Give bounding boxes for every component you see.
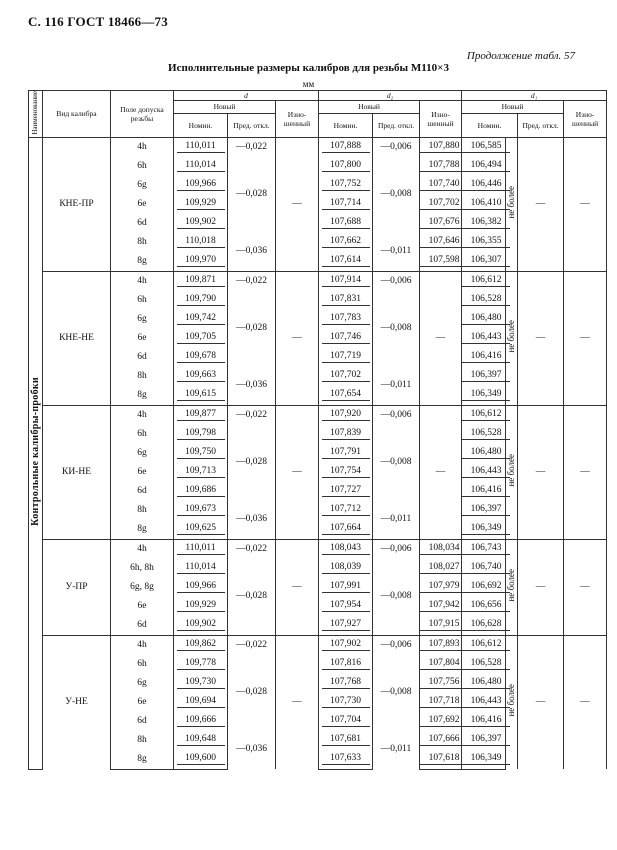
d-nominal: 109,902	[174, 616, 228, 636]
d-nominal: 110,011	[174, 137, 228, 157]
d2-deviation: —0,008	[373, 157, 420, 233]
d-nominal: 109,705	[174, 329, 228, 348]
d1-not-more: не более	[506, 539, 518, 635]
d2-worn: 107,702	[420, 195, 462, 214]
d2-deviation: —0,006	[373, 635, 420, 655]
d-nominal: 109,871	[174, 271, 228, 291]
d2-deviation: —0,006	[373, 539, 420, 559]
table-row	[29, 405, 607, 425]
d-nominal: 109,966	[174, 176, 228, 195]
d-nominal: 109,966	[174, 578, 228, 597]
d2-nominal: 107,614	[319, 252, 373, 272]
d2-worn: 107,666	[420, 731, 462, 750]
d-deviation: —0,022	[228, 405, 276, 425]
table-row	[29, 137, 607, 157]
d2-nominal: 107,783	[319, 310, 373, 329]
d1-nominal: 106,612	[462, 635, 506, 655]
d-nominal: 110,018	[174, 233, 228, 252]
d-nominal: 109,750	[174, 444, 228, 463]
d2-nominal: 107,719	[319, 348, 373, 367]
header-d2-new: Новый	[319, 101, 420, 114]
header-d-nom: Номин.	[174, 113, 228, 137]
d-deviation: —0,022	[228, 539, 276, 559]
tolerance-field: 8h	[111, 501, 174, 520]
tolerance-field: 6h	[111, 425, 174, 444]
tolerance-field: 8g	[111, 750, 174, 770]
d1-worn: —	[564, 137, 607, 271]
d1-nominal: 106,480	[462, 444, 506, 463]
d2-worn: 107,979	[420, 578, 462, 597]
d2-nominal: 107,839	[319, 425, 373, 444]
d2-nominal: 107,831	[319, 291, 373, 310]
d1-deviation: —	[518, 137, 564, 271]
tolerance-field: 6g	[111, 176, 174, 195]
header-naim: Наименование	[29, 91, 43, 138]
section-label: Контрольные калибры-пробки	[29, 137, 43, 769]
table-row	[29, 271, 607, 291]
tolerance-field: 4h	[111, 405, 174, 425]
d1-deviation: —	[518, 271, 564, 405]
d-nominal: 109,673	[174, 501, 228, 520]
d2-nominal: 107,927	[319, 616, 373, 636]
d2-nominal: 107,704	[319, 712, 373, 731]
tolerance-field: 4h	[111, 137, 174, 157]
d1-nominal: 106,349	[462, 520, 506, 540]
d1-nominal: 106,416	[462, 712, 506, 731]
d2-deviation: —0,008	[373, 655, 420, 731]
tolerance-field: 6e	[111, 463, 174, 482]
d1-not-more: не более	[506, 635, 518, 769]
tolerance-field: 8h	[111, 731, 174, 750]
d2-worn: 107,718	[420, 693, 462, 712]
d2-worn: 107,788	[420, 157, 462, 176]
tolerance-field: 6h	[111, 655, 174, 674]
d1-worn: —	[564, 271, 607, 405]
table-continuation: Продолжение табл. 57	[466, 50, 575, 62]
tolerance-field: 4h	[111, 271, 174, 291]
d-nominal: 109,615	[174, 386, 228, 406]
d2-nominal: 107,920	[319, 405, 373, 425]
header-d2-dev: Пред. откл.	[373, 113, 420, 137]
tolerance-field: 4h	[111, 539, 174, 559]
d1-nominal: 106,443	[462, 463, 506, 482]
d2-worn: —	[420, 405, 462, 539]
d2-deviation: —0,006	[373, 271, 420, 291]
d-deviation: —0,036	[228, 501, 276, 540]
tolerance-field: 6g	[111, 444, 174, 463]
header-d2-nom: Номин.	[319, 113, 373, 137]
d2-worn: 107,915	[420, 616, 462, 636]
tolerance-field: 6d	[111, 616, 174, 636]
d-deviation: —0,036	[228, 731, 276, 770]
header-d1-worn: Изно-шенный	[564, 101, 607, 138]
d-worn: —	[276, 271, 319, 405]
d1-nominal: 106,656	[462, 597, 506, 616]
d1-nominal: 106,612	[462, 405, 506, 425]
d-worn: —	[276, 405, 319, 539]
d-deviation: —0,036	[228, 233, 276, 272]
d-nominal: 109,970	[174, 252, 228, 272]
d1-nominal: 106,628	[462, 616, 506, 636]
tolerance-field: 6h	[111, 291, 174, 310]
tolerance-field: 8g	[111, 520, 174, 540]
d1-nominal: 106,397	[462, 367, 506, 386]
d-nominal: 109,678	[174, 348, 228, 367]
d2-nominal: 107,768	[319, 674, 373, 693]
d-worn: —	[276, 137, 319, 271]
header-vid: Вид калибра	[43, 91, 111, 138]
d2-nominal: 107,816	[319, 655, 373, 674]
header-d1-new: Новый	[462, 101, 564, 114]
d2-worn: 107,646	[420, 233, 462, 252]
d2-nominal: 107,902	[319, 635, 373, 655]
tolerance-field: 6e	[111, 329, 174, 348]
calibre-dimensions-table	[28, 90, 607, 770]
d2-nominal: 107,727	[319, 482, 373, 501]
table-body	[29, 137, 607, 769]
tolerance-field: 8g	[111, 252, 174, 272]
d-nominal: 110,011	[174, 539, 228, 559]
d2-nominal: 107,754	[319, 463, 373, 482]
d2-worn: 107,893	[420, 635, 462, 655]
tolerance-field: 6d	[111, 348, 174, 367]
d1-nominal: 106,443	[462, 693, 506, 712]
d-nominal: 109,730	[174, 674, 228, 693]
d2-worn: 107,756	[420, 674, 462, 693]
tolerance-field: 6d	[111, 482, 174, 501]
d-deviation: —0,036	[228, 367, 276, 406]
calibre-type: КИ-НЕ	[43, 405, 111, 539]
d-deviation: —0,028	[228, 291, 276, 367]
d-deviation: —0,022	[228, 137, 276, 157]
d2-nominal: 107,654	[319, 386, 373, 406]
header-d2: d₂	[319, 91, 462, 101]
tolerance-field: 6g	[111, 310, 174, 329]
d1-nominal: 106,416	[462, 348, 506, 367]
d-worn: —	[276, 635, 319, 769]
d1-nominal: 106,382	[462, 214, 506, 233]
d1-nominal: 106,528	[462, 655, 506, 674]
d2-nominal: 107,746	[319, 329, 373, 348]
header-d-dev: Пред. откл.	[228, 113, 276, 137]
calibre-type: КНЕ-НЕ	[43, 271, 111, 405]
d1-deviation: —	[518, 635, 564, 769]
d2-worn: 107,618	[420, 750, 462, 770]
d2-deviation: —0,011	[373, 731, 420, 770]
d2-deviation: —0,011	[373, 233, 420, 272]
d2-worn: 107,880	[420, 137, 462, 157]
d1-nominal: 106,416	[462, 482, 506, 501]
d2-nominal: 107,664	[319, 520, 373, 540]
d2-nominal: 108,039	[319, 559, 373, 578]
d-nominal: 109,686	[174, 482, 228, 501]
d1-deviation: —	[518, 539, 564, 635]
d-nominal: 109,929	[174, 195, 228, 214]
d-deviation: —0,022	[228, 635, 276, 655]
d2-nominal: 107,633	[319, 750, 373, 770]
d-nominal: 109,929	[174, 597, 228, 616]
d1-nominal: 106,349	[462, 386, 506, 406]
d-nominal: 109,663	[174, 367, 228, 386]
d2-nominal: 107,662	[319, 233, 373, 252]
tolerance-field: 6g	[111, 674, 174, 693]
d1-nominal: 106,494	[462, 157, 506, 176]
header-d1-nom: Номин.	[462, 113, 518, 137]
tolerance-field: 8g	[111, 386, 174, 406]
d2-nominal: 107,791	[319, 444, 373, 463]
header-d2-worn: Изно-шенный	[420, 101, 462, 138]
d2-deviation: —0,006	[373, 405, 420, 425]
d1-nominal: 106,528	[462, 425, 506, 444]
d1-nominal: 106,743	[462, 539, 506, 559]
d2-nominal: 107,730	[319, 693, 373, 712]
tolerance-field: 6d	[111, 214, 174, 233]
d1-nominal: 106,397	[462, 501, 506, 520]
d2-worn: —	[420, 271, 462, 405]
d-nominal: 109,648	[174, 731, 228, 750]
d-deviation: —0,028	[228, 425, 276, 501]
table-title: Исполнительные размеры калибров для резьбы М110×3	[168, 62, 449, 74]
d1-nominal: 106,446	[462, 176, 506, 195]
d-deviation: —0,022	[228, 271, 276, 291]
header-d: d	[174, 91, 319, 101]
d1-nominal: 106,307	[462, 252, 506, 272]
d2-deviation: —0,008	[373, 291, 420, 367]
page-header: С. 116 ГОСТ 18466—73	[28, 14, 168, 29]
d2-nominal: 107,681	[319, 731, 373, 750]
d1-nominal: 106,410	[462, 195, 506, 214]
d2-nominal: 107,714	[319, 195, 373, 214]
d2-nominal: 107,752	[319, 176, 373, 195]
units-label: мм	[302, 79, 315, 89]
d-nominal: 109,694	[174, 693, 228, 712]
table-row	[29, 635, 607, 655]
header-d1: d₁	[462, 91, 607, 101]
tolerance-field: 8h	[111, 367, 174, 386]
tolerance-field: 6e	[111, 693, 174, 712]
d2-nominal: 107,712	[319, 501, 373, 520]
d2-worn: 107,598	[420, 252, 462, 272]
tolerance-field: 6d	[111, 712, 174, 731]
d2-worn: 108,027	[420, 559, 462, 578]
d1-nominal: 106,528	[462, 291, 506, 310]
tolerance-field: 6h	[111, 157, 174, 176]
d2-deviation: —0,011	[373, 501, 420, 540]
d2-nominal: 107,888	[319, 137, 373, 157]
d1-nominal: 106,585	[462, 137, 506, 157]
tolerance-field: 8h	[111, 233, 174, 252]
calibre-type: КНЕ-ПР	[43, 137, 111, 271]
d-nominal: 109,877	[174, 405, 228, 425]
d1-worn: —	[564, 539, 607, 635]
d2-nominal: 107,688	[319, 214, 373, 233]
d-nominal: 109,742	[174, 310, 228, 329]
d2-worn: 107,942	[420, 597, 462, 616]
d2-deviation: —0,006	[373, 137, 420, 157]
d-nominal: 109,625	[174, 520, 228, 540]
d-nominal: 109,666	[174, 712, 228, 731]
d1-nominal: 106,355	[462, 233, 506, 252]
d-deviation: —0,028	[228, 559, 276, 636]
d2-worn: 108,034	[420, 539, 462, 559]
d2-worn: 107,740	[420, 176, 462, 195]
d2-deviation: —0,008	[373, 559, 420, 636]
tolerance-field: 6e	[111, 597, 174, 616]
d-nominal: 109,798	[174, 425, 228, 444]
calibre-type: У-ПР	[43, 539, 111, 635]
d2-deviation: —0,011	[373, 367, 420, 406]
d1-nominal: 106,443	[462, 329, 506, 348]
d2-nominal: 108,043	[319, 539, 373, 559]
header-d-worn: Изно-шенный	[276, 101, 319, 138]
d2-worn: 107,676	[420, 214, 462, 233]
d1-not-more: не более	[506, 271, 518, 405]
d1-worn: —	[564, 405, 607, 539]
header-pole: Поле допуска резьбы	[111, 91, 174, 138]
tolerance-field: 4h	[111, 635, 174, 655]
d1-not-more: не более	[506, 137, 518, 271]
d2-nominal: 107,800	[319, 157, 373, 176]
d-deviation: —0,028	[228, 157, 276, 233]
d2-worn: 107,692	[420, 712, 462, 731]
d1-nominal: 106,480	[462, 310, 506, 329]
d-deviation: —0,028	[228, 655, 276, 731]
d1-nominal: 106,740	[462, 559, 506, 578]
d2-nominal: 107,914	[319, 271, 373, 291]
d1-nominal: 106,349	[462, 750, 506, 770]
d1-not-more: не более	[506, 405, 518, 539]
d2-nominal: 107,954	[319, 597, 373, 616]
d1-nominal: 106,480	[462, 674, 506, 693]
d-nominal: 109,713	[174, 463, 228, 482]
d2-nominal: 107,991	[319, 578, 373, 597]
d2-worn: 107,804	[420, 655, 462, 674]
d2-deviation: —0,008	[373, 425, 420, 501]
header-d1-dev: Пред. откл.	[518, 113, 564, 137]
d-nominal: 109,862	[174, 635, 228, 655]
tolerance-field: 6g, 8g	[111, 578, 174, 597]
d-nominal: 110,014	[174, 559, 228, 578]
d1-nominal: 106,692	[462, 578, 506, 597]
d-nominal: 109,790	[174, 291, 228, 310]
d-nominal: 110,014	[174, 157, 228, 176]
calibre-type: У-НЕ	[43, 635, 111, 769]
tolerance-field: 6e	[111, 195, 174, 214]
d-nominal: 109,902	[174, 214, 228, 233]
d1-nominal: 106,612	[462, 271, 506, 291]
d-worn: —	[276, 539, 319, 635]
d-nominal: 109,778	[174, 655, 228, 674]
d-nominal: 109,600	[174, 750, 228, 770]
header-d-new: Новый	[174, 101, 276, 114]
table-row	[29, 539, 607, 559]
d2-nominal: 107,702	[319, 367, 373, 386]
d1-deviation: —	[518, 405, 564, 539]
d1-nominal: 106,397	[462, 731, 506, 750]
tolerance-field: 6h, 8h	[111, 559, 174, 578]
d1-worn: —	[564, 635, 607, 769]
